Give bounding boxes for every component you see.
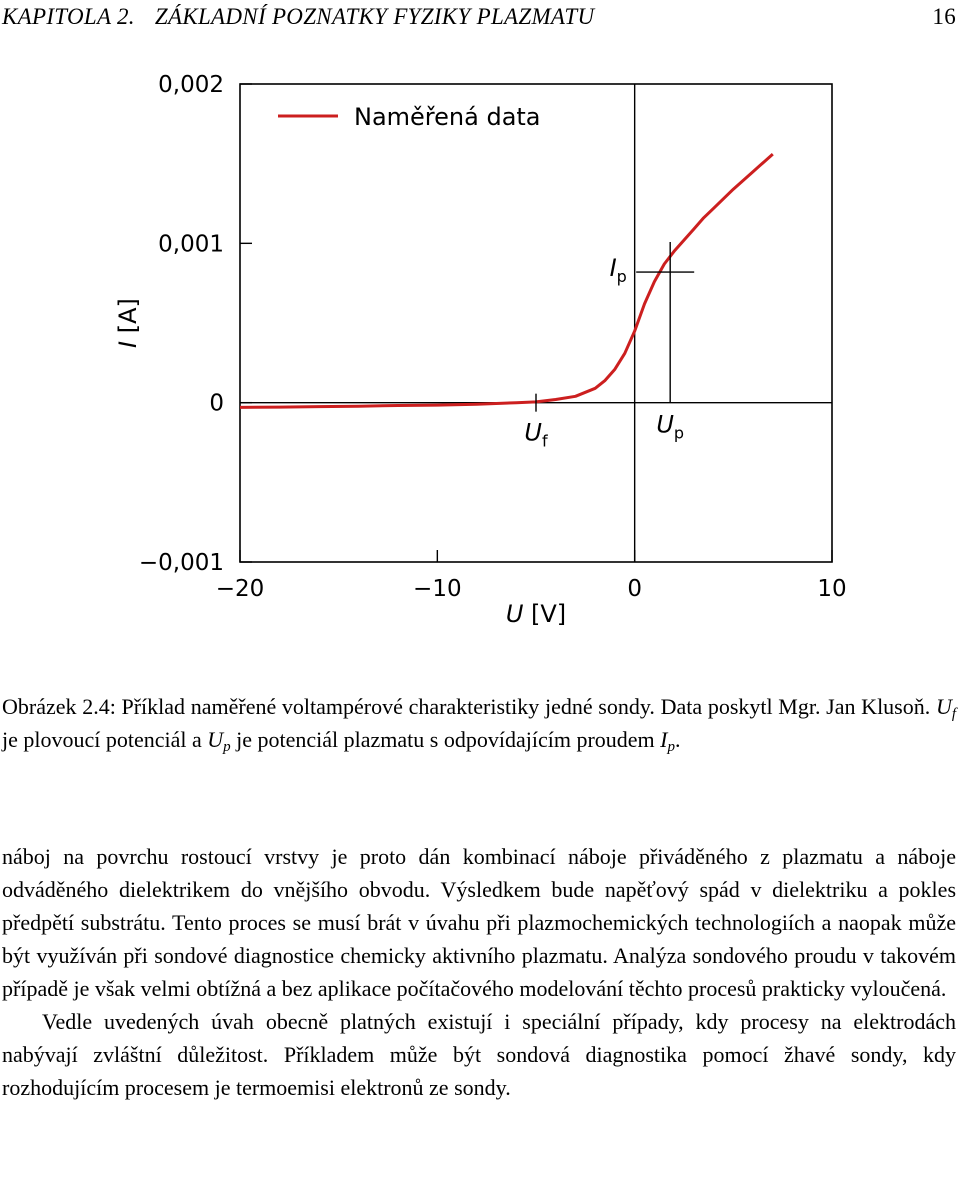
legend-label: Naměřená data (354, 103, 541, 131)
caption-text-3: je potenciál plazmatu s odpovídajícím proudem (230, 727, 661, 752)
paragraph-1: náboj na povrchu rostoucí vrstvy je proto dán kombinací náboje přiváděného z plazmatu a náboje odváděného dielektrikem do vnějšího obvodu. Výsledkem bude napěťový spád v dielektriku a pokles předpětí substrátu. Tento proces se musí brát v úvahu při plazmochemických technologiích a naopak může být využíván při sondové diagnostice chemicky aktivního plazmatu. Analýza sondového proudu v takovém případě je však velmi obtížná a bez aplikace počítačového modelování těchto procesů prakticky vyloučená. (2, 844, 956, 1001)
y-tick-label: 0,001 (158, 231, 224, 258)
ip-label: $I_p$ (609, 254, 627, 287)
y-tick-label: 0 (209, 390, 224, 417)
caption-uf-sub: f (951, 706, 956, 722)
series-line-measured (240, 154, 773, 407)
up-label: $U_p$ (656, 410, 685, 443)
figure-caption (2, 690, 956, 756)
caption-text-4: . (674, 727, 681, 752)
x-axis-label: U [V] (505, 600, 567, 628)
x-ticks (216, 550, 847, 602)
running-header (2, 4, 956, 30)
caption-ip-sub: p (667, 739, 675, 755)
caption-up-sub: p (223, 739, 231, 755)
caption-up-symbol: U (207, 727, 224, 752)
paragraph-2: Vedle uvedených úvah obecně platných existují i speciální případy, kdy procesy na elektrodách nabývají zvláštní důležitost. Příkladem může být sondová diagnostika pomocí žhavé sondy, kdy rozhodujícím procesem je termoemisi elektronů ze sondy. (2, 1009, 956, 1100)
y-tick-label: −0,001 (138, 550, 224, 576)
caption-uf-symbol: U (935, 694, 952, 719)
caption-ip-symbol: I (660, 727, 668, 752)
chapter-label: KAPITOLA 2. (2, 4, 135, 29)
plot-frame (240, 84, 832, 562)
y-axis-label: I [A] (114, 298, 142, 348)
caption-text-2: je plovoucí potenciál a (2, 727, 208, 752)
iv-characteristic-chart (0, 60, 960, 640)
x-tick-label: 0 (627, 576, 642, 602)
body-text (2, 840, 956, 1104)
caption-text-1: Obrázek 2.4: Příklad naměřené voltampérové charakteristiky jedné sondy. Data poskytl Mgr. Jan Klusoň. (2, 694, 936, 719)
page-number: 16 (932, 4, 956, 29)
x-tick-label: 10 (817, 576, 847, 602)
legend (278, 103, 541, 131)
y-tick-label: 0,002 (158, 72, 224, 98)
x-tick-label: −20 (215, 576, 265, 602)
uf-label: $U_f$ (524, 418, 548, 451)
x-tick-label: −10 (413, 576, 462, 602)
chapter-title: ZÁKLADNÍ POZNATKY FYZIKY PLAZMATU (154, 4, 595, 29)
y-ticks (139, 72, 252, 576)
